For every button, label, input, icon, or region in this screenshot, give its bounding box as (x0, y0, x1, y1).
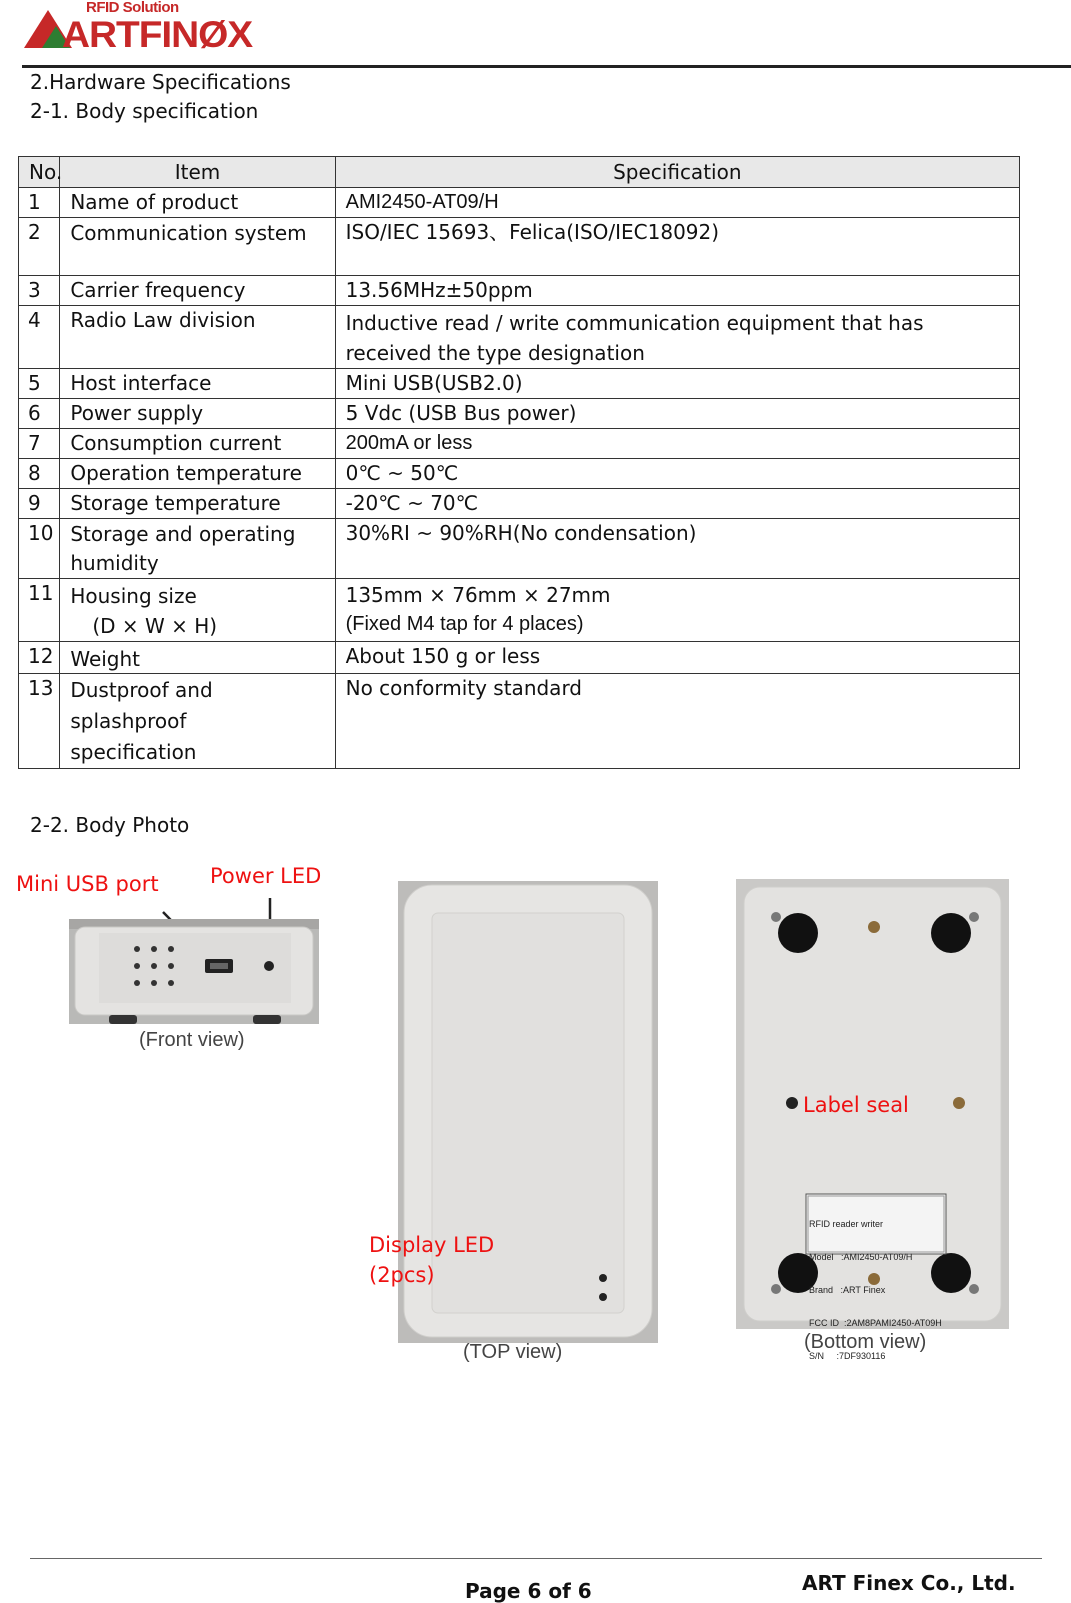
header-spec: Specification (335, 157, 1019, 188)
row-spec: 200mA or less (335, 429, 1019, 459)
footer-divider (30, 1558, 1042, 1559)
row-spec: 0℃ ~ 50℃ (335, 459, 1019, 489)
row-no: 2 (19, 218, 60, 276)
photo-section-title: 2-2. Body Photo (30, 813, 190, 837)
row-no: 3 (19, 276, 60, 306)
row-no: 5 (19, 369, 60, 399)
row-item: Operation temperature (60, 459, 335, 489)
logo-wordmark: ARTFINØX (62, 14, 253, 55)
row-item: Consumption current (60, 429, 335, 459)
bottom-view-caption: (Bottom view) (804, 1331, 927, 1353)
row-no: 11 (19, 579, 60, 642)
row-spec: Inductive read / write communication equipment that has received the type designation (335, 306, 1019, 369)
front-view-photo (69, 919, 319, 1024)
label-line: RFID reader writer (809, 1219, 884, 1229)
row-item: Dustproof and splashproof specification (60, 674, 335, 769)
label-line: FCC ID :2AM8PAMI2450-AT09H (809, 1318, 942, 1328)
row-item: Radio Law division (60, 306, 335, 369)
front-view-caption: (Front view) (139, 1029, 245, 1051)
display-led-label (369, 1230, 494, 1290)
top-view-caption: (TOP view) (463, 1341, 563, 1363)
row-spec: 5 Vdc (USB Bus power) (335, 399, 1019, 429)
row-item: Host interface (60, 369, 335, 399)
row-item: Carrier frequency (60, 276, 335, 306)
row-spec: AMI2450-AT09/H (335, 188, 1019, 218)
logo-subtitle: RFID Solution (86, 0, 179, 16)
row-spec-line1: 135mm × 76mm × 27mm (345, 583, 611, 607)
display-led-label-line1: Display LED (369, 1233, 495, 1257)
row-item: Name of product (60, 188, 335, 218)
row-spec: Mini USB(USB2.0) (335, 369, 1019, 399)
mini-usb-label: Mini USB port (16, 872, 159, 896)
section-title: 2.Hardware Specifications (30, 70, 291, 94)
row-item: Storage temperature (60, 489, 335, 519)
subsection-title: 2-1. Body specification (30, 99, 259, 123)
row-no: 9 (19, 489, 60, 519)
row-item-line1: Housing size (70, 584, 197, 608)
row-spec: No conformity standard (335, 674, 1019, 769)
row-item: Storage and operating humidity (60, 519, 335, 579)
row-no: 8 (19, 459, 60, 489)
row-no: 1 (19, 188, 60, 218)
row-spec: 13.56MHz±50ppm (335, 276, 1019, 306)
row-item: Communication system (60, 218, 335, 276)
row-spec: -20℃ ~ 70℃ (335, 489, 1019, 519)
power-led-label: Power LED (210, 864, 322, 888)
device-front-image (69, 919, 319, 1024)
label-line: S/N :7DF930116 (809, 1351, 886, 1361)
label-line: Model :AMI2450-AT09/H (809, 1252, 913, 1262)
row-item-line2: (D × W × H) (92, 614, 218, 638)
header-item: Item (60, 157, 335, 188)
page-number: Page 6 of 6 (465, 1579, 592, 1603)
row-no: 10 (19, 519, 60, 579)
row-spec: ISO/IEC 15693、Felica(ISO/IEC18092) (335, 218, 1019, 276)
header-no: No. (19, 157, 60, 188)
company-name: ART Finex Co., Ltd. (802, 1571, 1016, 1595)
row-item: Power supply (60, 399, 335, 429)
row-no: 6 (19, 399, 60, 429)
row-spec-line2: (Fixed M4 tap for 4 places) (345, 613, 584, 635)
row-no: 4 (19, 306, 60, 369)
label-seal-label: Label seal (803, 1093, 909, 1117)
row-spec: 30%RI ~ 90%RH(No condensation) (335, 519, 1019, 579)
row-no: 12 (19, 642, 60, 674)
row-spec: About 150 g or less (335, 642, 1019, 674)
row-item: Weight (60, 642, 335, 674)
display-led-label-line2: (2pcs) (369, 1263, 435, 1287)
row-no: 13 (19, 674, 60, 769)
row-no: 7 (19, 429, 60, 459)
label-line: Brand :ART Finex (809, 1285, 886, 1295)
